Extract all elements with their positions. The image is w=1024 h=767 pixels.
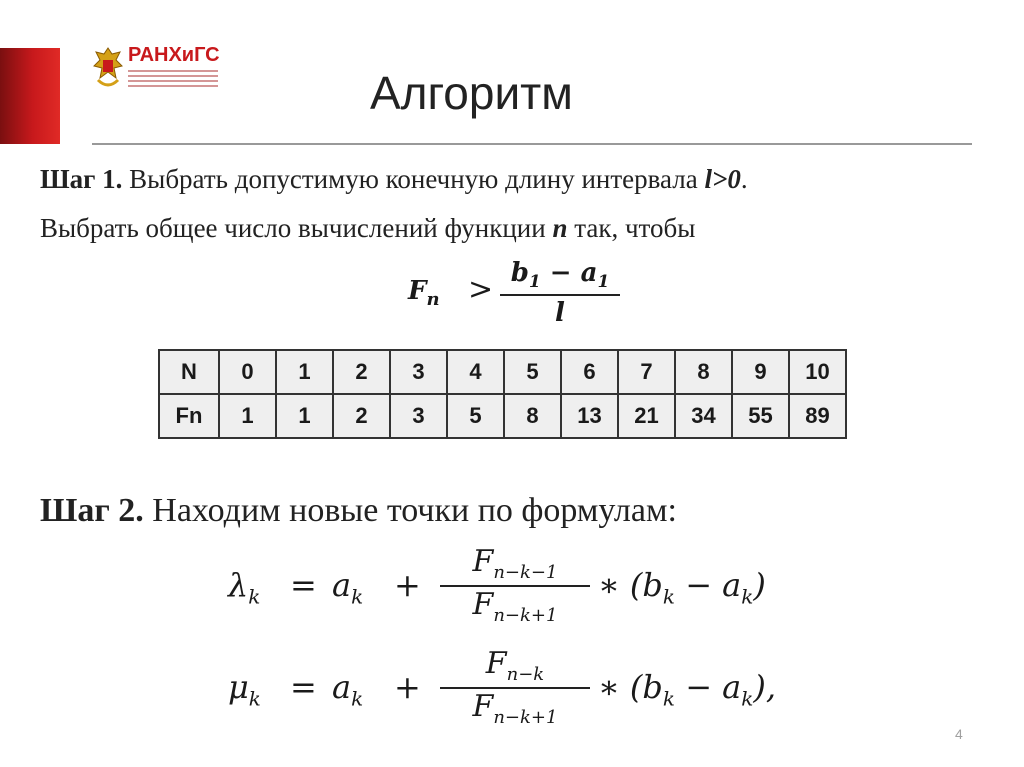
step2-text: Находим новые точки по формулам: (143, 492, 677, 529)
fraction-denominator: $F_{n-k+1}$ (472, 587, 558, 626)
step1-line2-end: так, чтобы (567, 213, 696, 243)
row-label-fn: Fn (159, 394, 219, 438)
formula-fraction (440, 544, 590, 626)
formula-tail: ∗ $(b_k - a_k)$ (598, 566, 766, 609)
logo-text: РАНХиГС (128, 44, 220, 66)
table-cell: 7 (618, 350, 675, 394)
lambda-formula (228, 540, 828, 630)
table-cell: 5 (504, 350, 561, 394)
table-cell: 34 (675, 394, 732, 438)
table-cell: 2 (333, 394, 390, 438)
accent-bar (0, 48, 60, 144)
step1-line (40, 164, 748, 195)
equals-sign: = (290, 668, 317, 706)
logo-subtitle-lines (128, 70, 218, 90)
formula-fraction (440, 646, 590, 728)
fraction-numerator: $F_{n-k-1}$ (440, 544, 590, 587)
table-cell: 5 (447, 394, 504, 438)
inequality-relation: > (468, 272, 494, 307)
step1-var-n: n (552, 213, 568, 243)
inequality-formula (408, 258, 628, 338)
step1-line2 (40, 213, 695, 244)
table-cell: 2 (333, 350, 390, 394)
fibonacci-table (158, 349, 847, 439)
formula-a-term: $a_k$ (332, 668, 364, 711)
table-cell: 6 (561, 350, 618, 394)
page-number: 4 (955, 726, 963, 742)
table-cell: 10 (789, 350, 846, 394)
table-cell: 89 (789, 394, 846, 438)
row-label-n: N (159, 350, 219, 394)
fraction-denominator: l (555, 298, 565, 329)
formula-lhs: $\lambda_k$ (228, 566, 261, 609)
table-cell: 8 (675, 350, 732, 394)
table-cell: 55 (732, 394, 789, 438)
page-title: Алгоритм (370, 67, 573, 119)
formula-tail: ∗ $(b_k - a_k)$, (598, 668, 777, 711)
table-cell: 13 (561, 394, 618, 438)
step1-label: Шаг 1. (40, 164, 123, 194)
mu-formula (228, 642, 828, 732)
table-cell: 3 (390, 394, 447, 438)
fraction-denominator: $F_{n-k+1}$ (472, 689, 558, 728)
formula-lhs: $\mu_k$ (228, 668, 261, 711)
table-cell: 1 (276, 350, 333, 394)
logo (92, 44, 222, 94)
step2-label: Шаг 2. (40, 492, 144, 529)
formula-a-term: $a_k$ (332, 566, 364, 609)
table-cell: 21 (618, 394, 675, 438)
table-cell: 9 (732, 350, 789, 394)
step1-var-l: l>0 (704, 164, 741, 194)
fraction-numerator: $F_{n-k}$ (440, 646, 590, 689)
table-cell: 1 (219, 394, 276, 438)
table-row (159, 394, 846, 438)
equals-sign: = (290, 566, 317, 604)
plus-sign: + (394, 566, 421, 604)
table-cell: 3 (390, 350, 447, 394)
title-divider (92, 143, 972, 145)
table-cell: 1 (276, 394, 333, 438)
step2-line (40, 492, 677, 530)
table-row (159, 350, 846, 394)
table-cell: 0 (219, 350, 276, 394)
step1-line2-text: Выбрать общее число вычислений функции (40, 213, 553, 243)
step1-text: Выбрать допустимую конечную длину интервала (122, 164, 705, 194)
plus-sign: + (394, 668, 421, 706)
inequality-lhs: $F_n$ (408, 276, 440, 311)
step1-end: . (740, 164, 748, 194)
table-cell: 8 (504, 394, 561, 438)
emblem-icon (92, 46, 124, 90)
inequality-fraction (500, 258, 620, 328)
fraction-numerator: $b_1 - a_1$ (500, 258, 620, 296)
table-cell: 4 (447, 350, 504, 394)
